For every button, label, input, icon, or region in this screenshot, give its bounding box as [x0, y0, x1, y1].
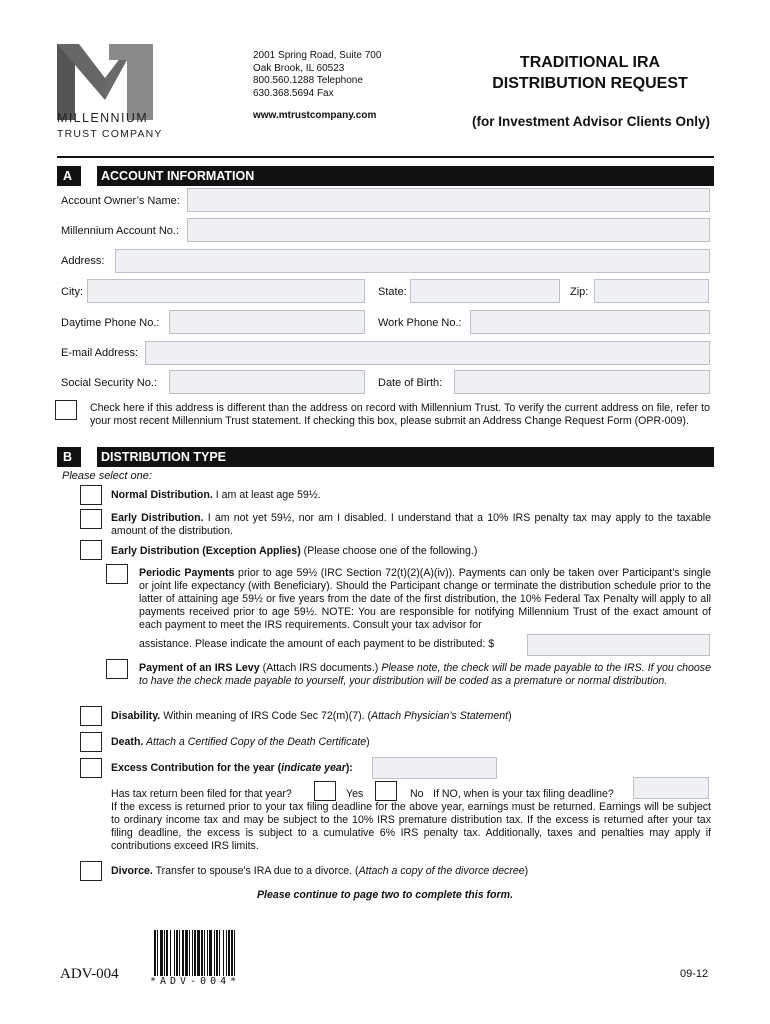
address-change-checkbox[interactable] — [55, 400, 77, 420]
excess-year-field[interactable] — [372, 757, 497, 779]
irs-levy-text — [139, 662, 711, 688]
yes-label: Yes — [346, 788, 364, 800]
section-a-header — [57, 166, 714, 186]
state-label: State: — [378, 286, 407, 298]
periodic-amount-label: assistance. Please indicate the amount of each payment to be distributed: $ — [139, 638, 495, 650]
excess-contribution-checkbox[interactable] — [80, 758, 102, 778]
normal-distribution-text — [111, 489, 711, 502]
account-no-field[interactable] — [187, 218, 710, 242]
no-label: No — [410, 788, 424, 800]
ssn-label: Social Security No.: — [61, 377, 157, 389]
option-desc: prior to age 59½ (IRC Section 72(t)(2)(A)(iv)). Payments can only be taken over Participant’s single or joint life expectancy (with Beneficiary). Should the Participant change or terminate the distribution schedule prior to the latter of attaining age 59½ or five years from the date of the first distribution, the 10% Federal Tax Penalty will apply to all payments received prior to age 59½. NOTE: You are responsible for notifying Millennium Trust of the exact amount of each payment to meet the IRS requirements. Consult your tax advisor for — [139, 567, 711, 631]
option-note: Attach a copy of the divorce decree — [358, 865, 525, 877]
irs-levy-checkbox[interactable] — [106, 659, 128, 679]
tax-return-no-checkbox[interactable] — [375, 781, 397, 801]
option-desc: (Please choose one of the following.) — [300, 545, 478, 557]
address-line: 630.368.5694 Fax — [253, 87, 334, 99]
website: www.mtrustcompany.com — [253, 110, 377, 121]
tax-return-question: Has tax return been filed for that year? — [111, 788, 292, 800]
section-title: ACCOUNT INFORMATION — [101, 169, 255, 183]
exception-distribution-checkbox[interactable] — [80, 540, 102, 560]
continue-note: Please continue to page two to complete this form. — [256, 889, 514, 901]
periodic-payments-checkbox[interactable] — [106, 564, 128, 584]
address-change-text: Check here if this address is different than the address on record with Millennium Trust. To verify the current address on file, refer to your most recent Millennium Trust statement. If checking this box, please submit an Address Change Request Form (OPR-009). — [90, 402, 710, 427]
tax-return-yes-checkbox[interactable] — [314, 781, 336, 801]
header-divider — [57, 156, 714, 158]
exception-distribution-text — [111, 545, 711, 558]
address-label: Address: — [61, 255, 105, 267]
email-label: E-mail Address: — [61, 347, 139, 359]
option-title: Periodic Payments — [139, 567, 235, 579]
death-text — [111, 736, 711, 749]
option-title: Early Distribution. — [111, 512, 204, 524]
zip-field[interactable] — [594, 279, 709, 303]
option-title: Death. — [111, 736, 144, 748]
section-b-header — [57, 447, 714, 467]
option-note: Attach a Certified Copy of the Death Certificate — [143, 736, 367, 748]
option-desc: Transfer to spouse's IRA due to a divorce. ( — [152, 865, 359, 877]
periodic-payments-text — [139, 567, 711, 632]
divorce-checkbox[interactable] — [80, 861, 102, 881]
account-no-label: Millennium Account No.: — [61, 225, 179, 237]
title-line-2: DISTRIBUTION REQUEST — [492, 75, 688, 92]
form-subtitle: (for Investment Advisor Clients Only) — [471, 114, 710, 129]
normal-distribution-checkbox[interactable] — [80, 485, 102, 505]
address-line: 800.560.1288 Telephone — [253, 75, 363, 86]
option-close: ) — [524, 865, 529, 877]
early-distribution-text — [111, 512, 711, 538]
option-desc: I am at least age 59½. — [212, 489, 321, 501]
section-letter: A — [63, 169, 73, 183]
state-field[interactable] — [410, 279, 560, 303]
option-note: Attach Physician’s Statement — [371, 710, 509, 722]
section-title: DISTRIBUTION TYPE — [101, 450, 227, 464]
option-title: Excess Contribution for the year ( — [111, 762, 282, 774]
work-phone-field[interactable] — [470, 310, 710, 334]
form-title — [470, 52, 710, 94]
zip-label: Zip: — [570, 286, 589, 298]
option-title: Normal Distribution. — [111, 489, 213, 501]
logo-company-name — [57, 110, 163, 142]
city-label: City: — [61, 286, 83, 298]
option-desc: Within meaning of IRS Code Sec 72(m)(7). ( — [160, 710, 372, 722]
option-desc: (Attach IRS documents.) — [259, 662, 382, 674]
address-field[interactable] — [115, 249, 710, 273]
barcode-stripe — [235, 930, 238, 976]
tax-deadline-field[interactable] — [633, 777, 709, 799]
barcode-caption: *ADV-004* — [150, 976, 241, 987]
option-title: Disability. — [111, 710, 161, 722]
death-checkbox[interactable] — [80, 732, 102, 752]
logo-sub: TRUST COMPANY — [57, 128, 163, 140]
disability-checkbox[interactable] — [80, 706, 102, 726]
owner-name-field[interactable] — [187, 188, 710, 212]
millennium-logo — [57, 44, 153, 120]
disability-text — [111, 710, 711, 723]
barcode — [154, 930, 284, 976]
periodic-amount-field[interactable] — [527, 634, 710, 656]
company-address — [253, 50, 381, 100]
option-note: Please note, the check will be made payable to the IRS. If you choose to have the check made payable to yourself, your distribution will be coded as a premature or normal distribution. — [139, 662, 711, 687]
option-title: Payment of an IRS Levy — [139, 662, 260, 674]
option-desc: I am not yet 59½, nor am I disabled. I understand that a 10% IRS penalty tax may apply to the taxable amount of the distribution. — [111, 512, 711, 537]
deadline-question: If NO, when is your tax filing deadline? — [433, 788, 614, 800]
owner-name-label: Account Owner’s Name: — [61, 195, 180, 207]
email-field[interactable] — [145, 341, 710, 365]
address-line: Oak Brook, IL 60523 — [253, 62, 345, 74]
option-title: Early Distribution (Exception Applies) — [111, 545, 301, 557]
work-phone-label: Work Phone No.: — [378, 317, 462, 329]
section-letter: B — [63, 450, 73, 464]
address-line: 2001 Spring Road, Suite 700 — [253, 50, 382, 61]
title-line-1: TRADITIONAL IRA — [519, 54, 661, 71]
option-close: ): — [345, 762, 353, 774]
option-close: ) — [366, 736, 370, 748]
day-phone-label: Daytime Phone No.: — [61, 317, 160, 329]
excess-contribution-text — [111, 762, 411, 775]
logo-name: MILLENNIUM — [57, 111, 149, 125]
ssn-field[interactable] — [169, 370, 365, 394]
select-prompt: Please select one: — [62, 470, 152, 482]
option-title: Divorce. — [111, 865, 153, 877]
day-phone-field[interactable] — [169, 310, 365, 334]
divorce-text — [111, 865, 711, 878]
option-close: ) — [508, 710, 512, 722]
option-year-hint: indicate year — [281, 762, 346, 774]
excess-note: If the excess is returned prior to your tax filing deadline for the above year, earnings must be returned. Earnings will be subject to ordinary income tax and may be subject to the 10% IRS premature distribution tax. If the excess is returned after your tax filing deadline, the excess is subject to a cumulative 6% IRS penalty tax. Additionally, taxes and penalties may apply if contributions exceed IRS limits. — [111, 801, 711, 852]
dob-label: Date of Birth: — [378, 377, 443, 389]
city-field[interactable] — [87, 279, 365, 303]
early-distribution-checkbox[interactable] — [80, 509, 102, 529]
revision-date: 09-12 — [680, 968, 709, 980]
dob-field[interactable] — [454, 370, 710, 394]
form-code: ADV-004 — [60, 966, 119, 982]
